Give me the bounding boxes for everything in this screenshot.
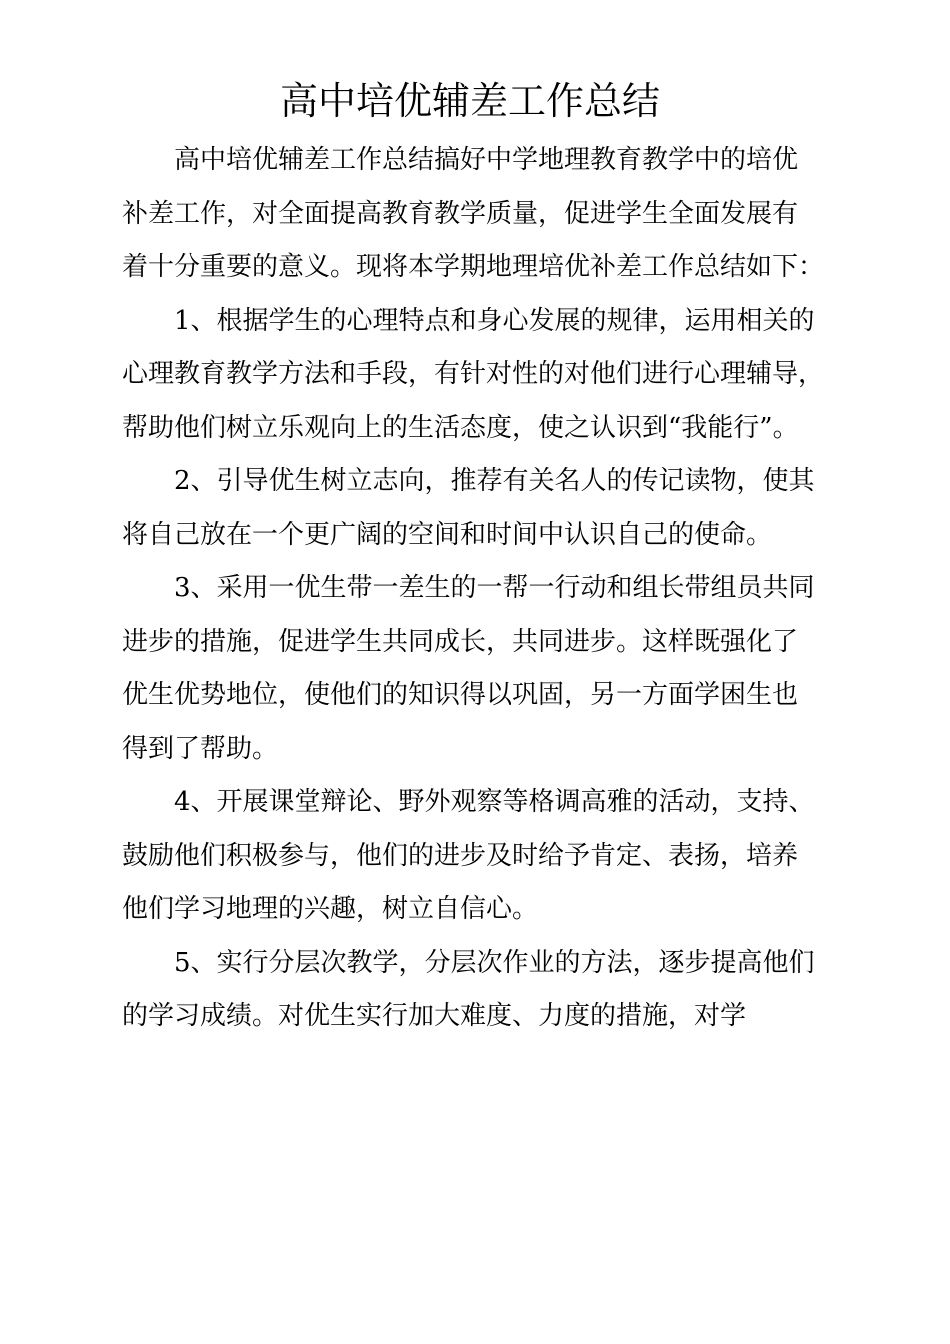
text-line: 1、根据学生的心理特点和身心发展的规律，运用相关的: [174, 305, 815, 336]
text-line: 进步的措施，促进学生共同成长，共同进步。这样既强化了: [122, 626, 799, 657]
text-line: 的学习成绩。对优生实行加大难度、力度的措施，对学: [122, 1001, 747, 1031]
paragraph-item-2: [122, 455, 842, 562]
text-line: 2、引导优生树立志向，推荐有关名人的传记读物，使其: [174, 466, 815, 496]
text-line: 帮助他们树立乐观向上的生活态度，使之认识到“我能行”。: [122, 412, 799, 443]
text-line: 将自己放在一个更广阔的空间和时间中认识自己的使命。: [122, 519, 773, 550]
text-line: 鼓励他们积极参与，他们的进步及时给予肯定、表扬，培养: [122, 840, 799, 871]
text-line: 着十分重要的意义。现将本学期地理培优补差工作总结如下：: [122, 252, 825, 282]
text-line: 高中培优辅差工作总结搞好中学地理教育教学中的培优: [174, 145, 799, 175]
text-line: 4、开展课堂辩论、野外观察等格调高雅的活动，支持、: [174, 787, 815, 817]
document-body: [122, 134, 842, 1044]
text-line: 补差工作，对全面提高教育教学质量，促进学生全面发展有: [122, 198, 799, 229]
text-line: 他们学习地理的兴趣，树立自信心。: [122, 894, 539, 924]
paragraph-item-5: [122, 937, 842, 1044]
text-line: 心理教育教学方法和手段，有针对性的对他们进行心理辅导，: [122, 359, 825, 389]
text-line: 3、采用一优生带一差生的一帮一行动和组长带组员共同: [174, 573, 815, 603]
paragraph-intro: [122, 134, 842, 295]
paragraph-item-1: [122, 295, 842, 456]
document-title: 高中培优辅差工作总结: [279, 79, 660, 123]
text-line: 得到了帮助。: [122, 733, 279, 764]
paragraph-item-4: [122, 776, 842, 937]
paragraph-item-3: [122, 562, 842, 776]
text-line: 优生优势地位，使他们的知识得以巩固，另一方面学困生也: [122, 680, 799, 710]
text-line: 5、实行分层次教学，分层次作业的方法，逐步提高他们: [174, 947, 815, 978]
